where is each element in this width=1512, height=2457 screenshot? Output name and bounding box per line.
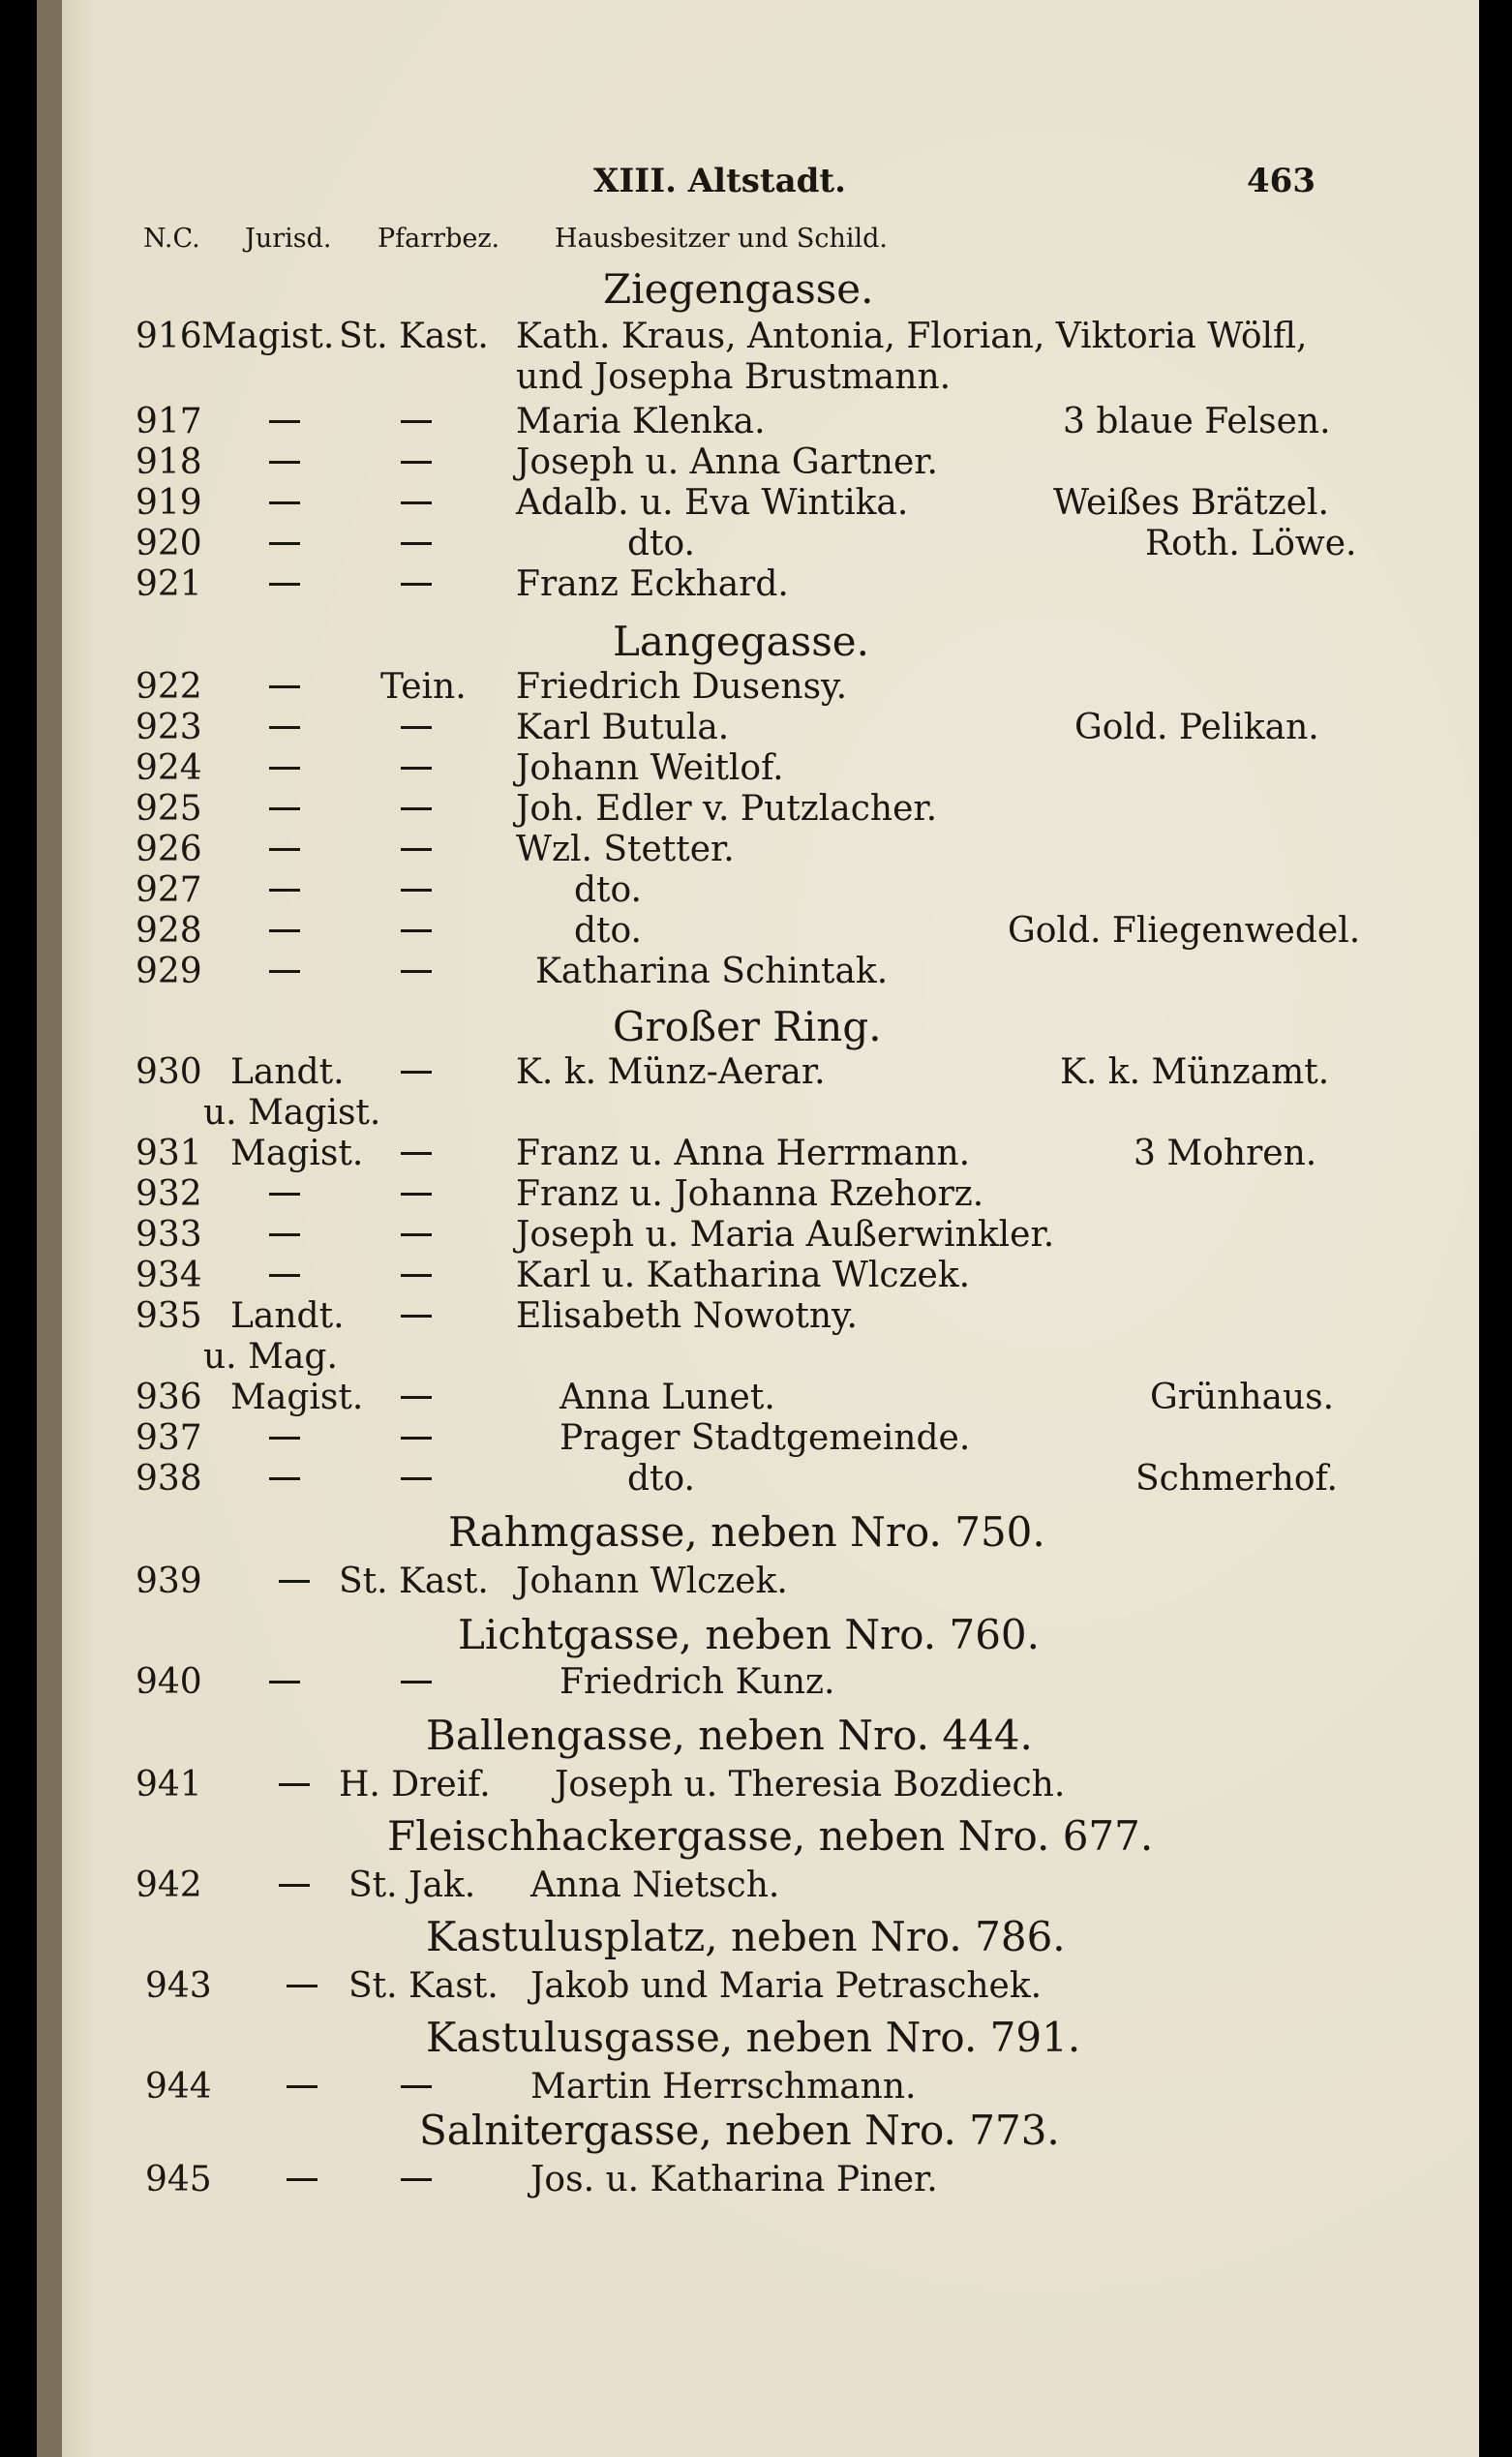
- jurisdiction: Landt.: [230, 1052, 345, 1092]
- owner: Kath. Kraus, Antonia, Florian, Viktoria Wölfl,: [516, 317, 1308, 356]
- owner: Friedrich Kunz.: [559, 1662, 835, 1702]
- owner: Johann Weitlof.: [516, 748, 784, 788]
- jurisdiction: u. Magist.: [203, 1093, 381, 1133]
- house-number: 943: [145, 1966, 212, 2006]
- house-number: 918: [136, 442, 202, 482]
- ditto-dash: [401, 767, 432, 770]
- ditto-dash: [401, 1396, 432, 1399]
- parish: Tein.: [380, 667, 467, 707]
- house-number: 936: [136, 1378, 202, 1417]
- house-sign: Gold. Pelikan.: [1074, 708, 1319, 747]
- ditto-dash: [287, 1985, 318, 1987]
- jurisdiction: Magist.: [230, 1378, 364, 1417]
- section-title: Lichtgasse, neben Nro. 760.: [458, 1611, 1041, 1658]
- house-sign: 3 Mohren.: [1134, 1134, 1317, 1173]
- ditto-dash: [269, 542, 300, 545]
- house-sign: Weißes Brätzel.: [1053, 483, 1329, 523]
- house-number: 916: [136, 317, 202, 356]
- owner: dto.: [627, 524, 695, 563]
- ditto-dash: [401, 583, 432, 586]
- parish: St. Jak.: [348, 1866, 476, 1905]
- owner: Martin Herrschmann.: [530, 2067, 917, 2107]
- owner: K. k. Münz-Aerar.: [516, 1052, 826, 1092]
- ditto-dash: [269, 685, 300, 688]
- house-sign: K. k. Münzamt.: [1060, 1052, 1330, 1092]
- section-title: Ziegengasse.: [603, 265, 874, 313]
- ditto-dash: [401, 1071, 432, 1074]
- parish: St. Kast.: [339, 1562, 489, 1601]
- section-title: Kastulusplatz, neben Nro. 786.: [426, 1913, 1066, 1960]
- ditto-dash: [401, 2085, 432, 2088]
- ditto-dash: [269, 1233, 300, 1236]
- owner: Karl u. Katharina Wlczek.: [516, 1256, 971, 1295]
- house-number: 939: [136, 1562, 202, 1601]
- ditto-dash: [401, 970, 432, 973]
- ditto-dash: [401, 726, 432, 729]
- house-number: 926: [136, 830, 202, 869]
- ditto-dash: [401, 1437, 432, 1440]
- house-number: 923: [136, 708, 202, 747]
- ditto-dash: [401, 848, 432, 851]
- house-sign: Roth. Löwe.: [1145, 524, 1357, 563]
- house-sign: 3 blaue Felsen.: [1063, 402, 1331, 441]
- ditto-dash: [269, 1274, 300, 1277]
- ditto-dash: [269, 583, 300, 586]
- house-number: 919: [136, 483, 202, 523]
- ditto-dash: [401, 1681, 432, 1684]
- ditto-dash: [401, 1477, 432, 1480]
- ditto-dash: [269, 726, 300, 729]
- house-number: 944: [145, 2067, 212, 2107]
- house-number: 928: [136, 911, 202, 951]
- ditto-dash: [279, 1783, 310, 1786]
- ditto-dash: [279, 1884, 310, 1887]
- house-number: 922: [136, 667, 202, 707]
- owner: Anna Lunet.: [559, 1378, 775, 1417]
- owner: Franz u. Anna Herrmann.: [516, 1134, 971, 1173]
- house-number: 921: [136, 564, 202, 604]
- owner: dto.: [574, 911, 642, 951]
- ditto-dash: [269, 889, 300, 892]
- house-number: 933: [136, 1215, 202, 1255]
- column-header-owner: Hausbesitzer und Schild.: [555, 224, 888, 254]
- jurisdiction: Magist.: [201, 317, 335, 356]
- owner: Prager Stadtgemeinde.: [559, 1418, 971, 1458]
- owner: Adalb. u. Eva Wintika.: [516, 483, 909, 523]
- section-title: Ballengasse, neben Nro. 444.: [426, 1712, 1033, 1759]
- section-title: Großer Ring.: [613, 1003, 882, 1050]
- ditto-dash: [269, 420, 300, 423]
- owner: Friedrich Dusensy.: [516, 667, 848, 707]
- ditto-dash: [401, 501, 432, 504]
- ditto-dash: [269, 1193, 300, 1196]
- jurisdiction: Magist.: [230, 1134, 364, 1173]
- ditto-dash: [401, 542, 432, 545]
- ditto-dash: [269, 970, 300, 973]
- jurisdiction: Landt.: [230, 1296, 345, 1336]
- ditto-dash: [401, 889, 432, 892]
- ditto-dash: [279, 1580, 310, 1583]
- house-number: 937: [136, 1418, 202, 1458]
- owner: dto.: [627, 1459, 695, 1499]
- house-number: 934: [136, 1256, 202, 1295]
- owner: Katharina Schintak.: [535, 952, 889, 991]
- owner: Johann Wlczek.: [516, 1562, 788, 1601]
- ditto-dash: [401, 1315, 432, 1318]
- parish: St. Kast.: [348, 1966, 499, 2006]
- owner: Joh. Edler v. Putzlacher.: [516, 789, 938, 829]
- ditto-dash: [401, 1193, 432, 1196]
- ditto-dash: [401, 2178, 432, 2181]
- house-number: 930: [136, 1052, 202, 1092]
- ditto-dash: [269, 807, 300, 810]
- owner: Wzl. Stetter.: [516, 830, 735, 869]
- column-header-cn: N.C.: [143, 224, 200, 254]
- jurisdiction: u. Mag.: [203, 1337, 338, 1377]
- house-number: 938: [136, 1459, 202, 1499]
- ditto-dash: [401, 1274, 432, 1277]
- ditto-dash: [401, 1233, 432, 1236]
- ditto-dash: [401, 929, 432, 932]
- ditto-dash: [269, 848, 300, 851]
- owner: Elisabeth Nowotny.: [516, 1296, 859, 1336]
- book-page: [37, 0, 1479, 2457]
- ditto-dash: [269, 1681, 300, 1684]
- house-number: 917: [136, 402, 202, 441]
- section-title: Fleischhackergasse, neben Nro. 677.: [387, 1812, 1154, 1860]
- owner: Joseph u. Anna Gartner.: [516, 442, 938, 482]
- ditto-dash: [269, 1437, 300, 1440]
- ditto-dash: [401, 1152, 432, 1155]
- house-number: 925: [136, 789, 202, 829]
- ditto-dash: [269, 929, 300, 932]
- owner: und Josepha Brustmann.: [516, 357, 952, 397]
- ditto-dash: [401, 807, 432, 810]
- ditto-dash: [287, 2178, 318, 2181]
- owner: Franz u. Johanna Rzehorz.: [516, 1174, 984, 1214]
- house-number: 927: [136, 870, 202, 910]
- house-number: 929: [136, 952, 202, 991]
- owner: Anna Nietsch.: [530, 1866, 780, 1905]
- house-number: 935: [136, 1296, 202, 1336]
- house-sign: Schmerhof.: [1135, 1459, 1339, 1499]
- running-head: XIII. Altstadt.: [593, 162, 846, 200]
- ditto-dash: [269, 501, 300, 504]
- house-number: 924: [136, 748, 202, 788]
- house-number: 940: [136, 1662, 202, 1702]
- section-title: Langegasse.: [613, 618, 869, 665]
- section-title: Salnitergasse, neben Nro. 773.: [419, 2107, 1060, 2154]
- house-number: 920: [136, 524, 202, 563]
- ditto-dash: [401, 420, 432, 423]
- ditto-dash: [401, 461, 432, 464]
- book-spine: [37, 0, 62, 2457]
- parish: St. Kast.: [339, 317, 489, 356]
- house-number: 941: [136, 1765, 202, 1805]
- parish: H. Dreif.: [339, 1765, 491, 1805]
- house-number: 931: [136, 1134, 202, 1173]
- ditto-dash: [269, 461, 300, 464]
- house-number: 932: [136, 1174, 202, 1214]
- owner: Franz Eckhard.: [516, 564, 789, 604]
- house-sign: Grünhaus.: [1150, 1378, 1335, 1417]
- owner: Karl Butula.: [516, 708, 730, 747]
- house-number: 945: [145, 2160, 212, 2199]
- column-header-jurisdiction: Jurisd.: [245, 224, 332, 254]
- owner: Maria Klenka.: [516, 402, 766, 441]
- section-title: Rahmgasse, neben Nro. 750.: [448, 1508, 1045, 1556]
- owner: dto.: [574, 870, 642, 910]
- ditto-dash: [269, 1477, 300, 1480]
- ditto-dash: [269, 767, 300, 770]
- ditto-dash: [287, 2085, 318, 2088]
- page-number: 463: [1247, 162, 1315, 200]
- owner: Joseph u. Maria Außerwinkler.: [516, 1215, 1055, 1255]
- owner: Jakob und Maria Petraschek.: [530, 1966, 1043, 2006]
- house-sign: Gold. Fliegenwedel.: [1008, 911, 1361, 951]
- column-header-parish: Pfarrbez.: [378, 224, 500, 254]
- owner: Jos. u. Katharina Piner.: [530, 2160, 938, 2199]
- house-number: 942: [136, 1866, 202, 1905]
- section-title: Kastulusgasse, neben Nro. 791.: [426, 2014, 1081, 2061]
- owner: Joseph u. Theresia Bozdiech.: [555, 1765, 1066, 1805]
